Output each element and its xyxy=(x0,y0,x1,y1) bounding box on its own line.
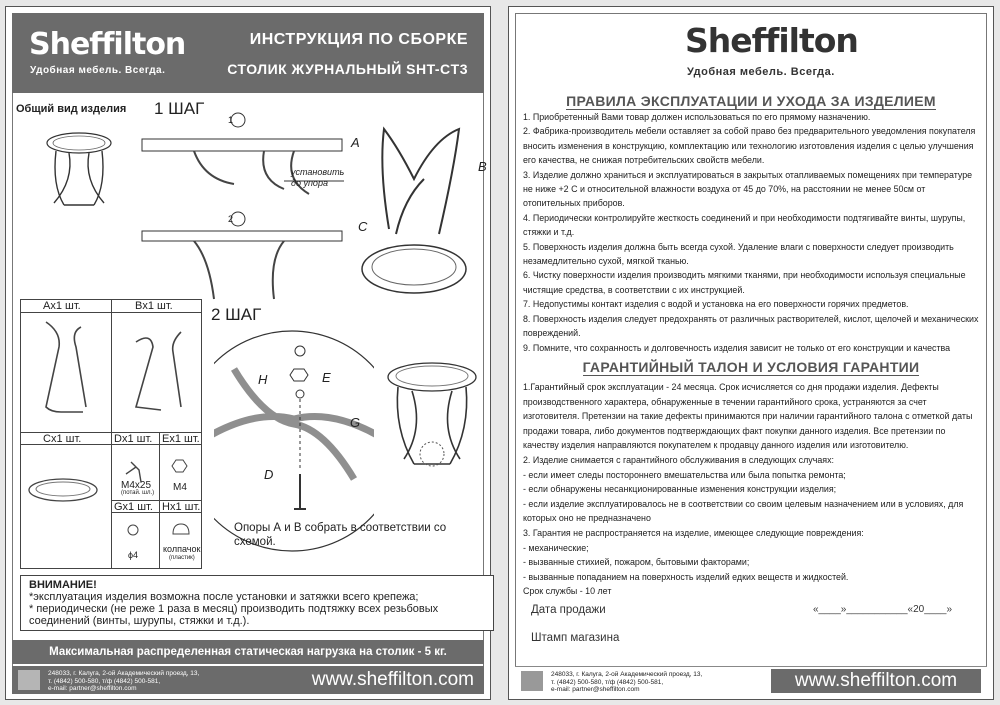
warning-line-1: *эксплуатация изделия возможна после установки и затяжки всего крепежа; xyxy=(29,591,419,603)
step-2-label: 2 ШАГ xyxy=(211,305,262,324)
footer-logo-icon xyxy=(521,671,543,691)
letter-e: E xyxy=(322,370,331,385)
warranty-item: - вызванные стихией, пожаром, бытовыми факторами; xyxy=(523,557,750,568)
part-h-label: Hx1 шт. xyxy=(162,501,201,513)
rules-list xyxy=(523,110,981,355)
overview-table-drawing xyxy=(34,125,124,215)
footer xyxy=(515,666,987,695)
rule-item: 5. Поверхность изделия должна быть всегда сухой. Удаление влаги с поверхности следует производить незамедлительно сухой, мягкой тканью. xyxy=(523,241,954,267)
warranty-title-text: ГАРАНТИЙНЫЙ ТАЛОН И УСЛОВИЯ ГАРАНТИИ xyxy=(582,359,920,375)
overview-label: Общий вид изделия xyxy=(16,103,127,115)
brand-logo: Sheffilton xyxy=(29,27,186,62)
part-h-sub: (пластик) xyxy=(169,555,195,561)
footer xyxy=(12,666,484,694)
callout-2: 2 xyxy=(228,214,234,224)
letter-d: D xyxy=(264,467,274,482)
rules-warranty-page xyxy=(508,6,994,700)
warranty-title xyxy=(509,359,993,375)
warranty-item: 3. Гарантия не распространяется на изделие, имеющее следующие повреждения: xyxy=(523,527,864,538)
footer-address-line: e-mail: partner@sheffilton.com xyxy=(48,685,137,692)
install-note-line-1: установить xyxy=(291,167,345,177)
page-title: ИНСТРУКЦИЯ ПО СБОРКЕ xyxy=(249,31,468,48)
warning-line-2: * периодически (не реже 1 раза в месяц) производить подтяжку всех резьбовых соединений (винты, шурупы, стяжки и т.д.). xyxy=(29,603,439,627)
warranty-item: 1.Гарантийный срок эксплуатации - 24 месяца. Срок исчисляется со дня продажи изделия. Дефекты производственного характера, обнаруженные в течении гарантийного срока, устраняются за счет изготовителя. Претензии на такие дефекты принимаются при наличии гарантийного талона с отметкой даты продажи товара, либо документов подтверждающих факт покупки данного изделия. Все претензии по качеству изделия направляются покупателем к продавцу данного изделия или изготовителю. xyxy=(523,382,973,451)
footer-address-line: 248033, г. Калуга, 2-ой Академический проезд, 13, xyxy=(48,670,200,677)
install-note xyxy=(291,167,344,189)
part-d-label: Dx1 шт. xyxy=(114,433,153,445)
footer-url[interactable]: www.sheffilton.com xyxy=(311,669,474,690)
parts-drawings xyxy=(21,312,201,568)
rule-item: 4. Периодически контролируйте жесткость соединений и при необходимости подтягивайте винты, шурупы, стяжки и т.д. xyxy=(523,212,966,238)
warranty-item: - вызванные попаданием на поверхность изделий едких веществ и жидкостей. xyxy=(523,571,849,582)
sale-date-label: Дата продажи xyxy=(531,604,606,616)
warranty-item: - механические; xyxy=(523,542,589,553)
rule-item: 1. Приобретенный Вами товар должен использоваться по его прямому назначению. xyxy=(523,112,871,122)
letter-h: H xyxy=(258,372,268,387)
sale-date-field[interactable]: «____»___________«20____» xyxy=(813,604,953,615)
callout-1: 1 xyxy=(228,115,234,125)
part-g-label: Gx1 шт. xyxy=(114,501,153,513)
footer-logo-icon xyxy=(18,670,40,690)
header-banner xyxy=(12,13,484,93)
brand-tagline: Удобная мебель. Всегда. xyxy=(687,66,835,78)
max-load-banner: Максимальная распределенная статическая нагрузка на столик - 5 кг. xyxy=(12,640,484,664)
rules-title-text: ПРАВИЛА ЭКСПЛУАТАЦИИ И УХОДА ЗА ИЗДЕЛИЕМ xyxy=(566,93,936,109)
brand-logo: Sheffilton xyxy=(685,21,858,60)
letter-g: G xyxy=(350,415,361,430)
part-b-label: Bx1 шт. xyxy=(135,300,173,312)
part-e-label: Ex1 шт. xyxy=(162,433,200,445)
warranty-item: 2. Изделие снимается с гарантийного обслуживания в следующих случаях: xyxy=(523,454,834,465)
footer-address-line: e-mail: partner@sheffilton.com xyxy=(551,686,640,693)
warranty-item: - если обнаружены несанкционированные изменения конструкции изделия; xyxy=(523,484,837,495)
rule-item: 6. Чистку поверхности изделия производить мягкими тканями, при необходимости используя специальные чистящие средства, в соответствии с их инструкцией. xyxy=(523,270,966,295)
warranty-item: - если изделие эксплуатировалось не в соответствии со своим целевым назначением или в условиях, для которых оно не предназначено xyxy=(523,498,964,524)
part-e-detail: M4 xyxy=(173,482,187,493)
footer-address xyxy=(48,670,199,693)
rule-item: 8. Поверхность изделия следует предохранять от различных растворителей, кислот, щелочей и механических повреждений. xyxy=(523,313,979,339)
part-c-label: Cx1 шт. xyxy=(43,433,82,445)
letter-c: C xyxy=(358,219,368,234)
warranty-item: Срок службы - 10 лет xyxy=(523,586,612,597)
brand-tagline: Удобная мебель. Всегда. xyxy=(30,65,166,76)
warning-title: ВНИМАНИЕ! xyxy=(29,579,97,591)
part-h-detail: колпачок xyxy=(163,544,201,554)
rules-title xyxy=(509,93,993,109)
letter-b: B xyxy=(478,159,487,174)
assembly-instructions-page xyxy=(5,6,491,700)
footer-address xyxy=(551,671,702,694)
parts-table xyxy=(20,299,202,569)
assembled-table-drawing xyxy=(384,359,484,479)
rule-item: 7. Недопустимы контакт изделия с водой и установка на его поверхности горячих предметов. xyxy=(523,299,909,310)
part-d-sub: (потай. шл.) xyxy=(121,490,155,496)
warranty-list xyxy=(523,380,981,599)
footer-address-line: 248033, г. Калуга, 2-ой Академический проезд, 13, xyxy=(551,671,703,678)
part-d-detail: M4x25 xyxy=(121,480,152,491)
product-title: СТОЛИК ЖУРНАЛЬНЫЙ SHT-CT3 xyxy=(227,61,468,77)
assembly-note: Опоры А и В собрать в соответствии со схемой. xyxy=(234,522,447,548)
step-1-label: 1 ШАГ xyxy=(154,99,205,118)
part-a-label: Ax1 шт. xyxy=(43,300,81,312)
footer-address-line: т. (4842) 500-580, т/ф (4842) 500-581, xyxy=(551,678,664,686)
rule-item: 2. Фабрика-производитель мебели оставляет за собой право без предварительного уведомления покупателя вносить изменения в конструкцию, комплектацию или технологию изготовления изделия с целью улучшения его качества, не снижая потребительских свойств мебели. xyxy=(523,126,976,166)
footer-url[interactable]: www.sheffilton.com xyxy=(771,669,981,693)
rule-item: 3. Изделие должно храниться и эксплуатироваться в закрытых отапливаемых помещениях при температуре не ниже +2 С и относительной влажности воздуха от 45 до 70%, на расстоянии не менее 50см от отопительных приборов. xyxy=(523,169,973,209)
warning-box xyxy=(20,575,494,631)
part-g-detail: ϕ4 xyxy=(128,550,139,560)
step-1-drawing xyxy=(134,109,494,309)
rule-item: 9. Помните, что сохранность и долговечность изделия зависит не только от его конструкции и качества xyxy=(523,342,951,353)
install-note-line-2: до упора xyxy=(291,178,328,188)
letter-a: A xyxy=(351,135,360,150)
stamp-label: Штамп магазина xyxy=(531,632,620,644)
warranty-item: - если имеет следы постороннего вмешательства или была попытка ремонта; xyxy=(523,469,846,480)
footer-address-line: т. (4842) 500-580, т/ф (4842) 500-581, xyxy=(48,677,161,685)
